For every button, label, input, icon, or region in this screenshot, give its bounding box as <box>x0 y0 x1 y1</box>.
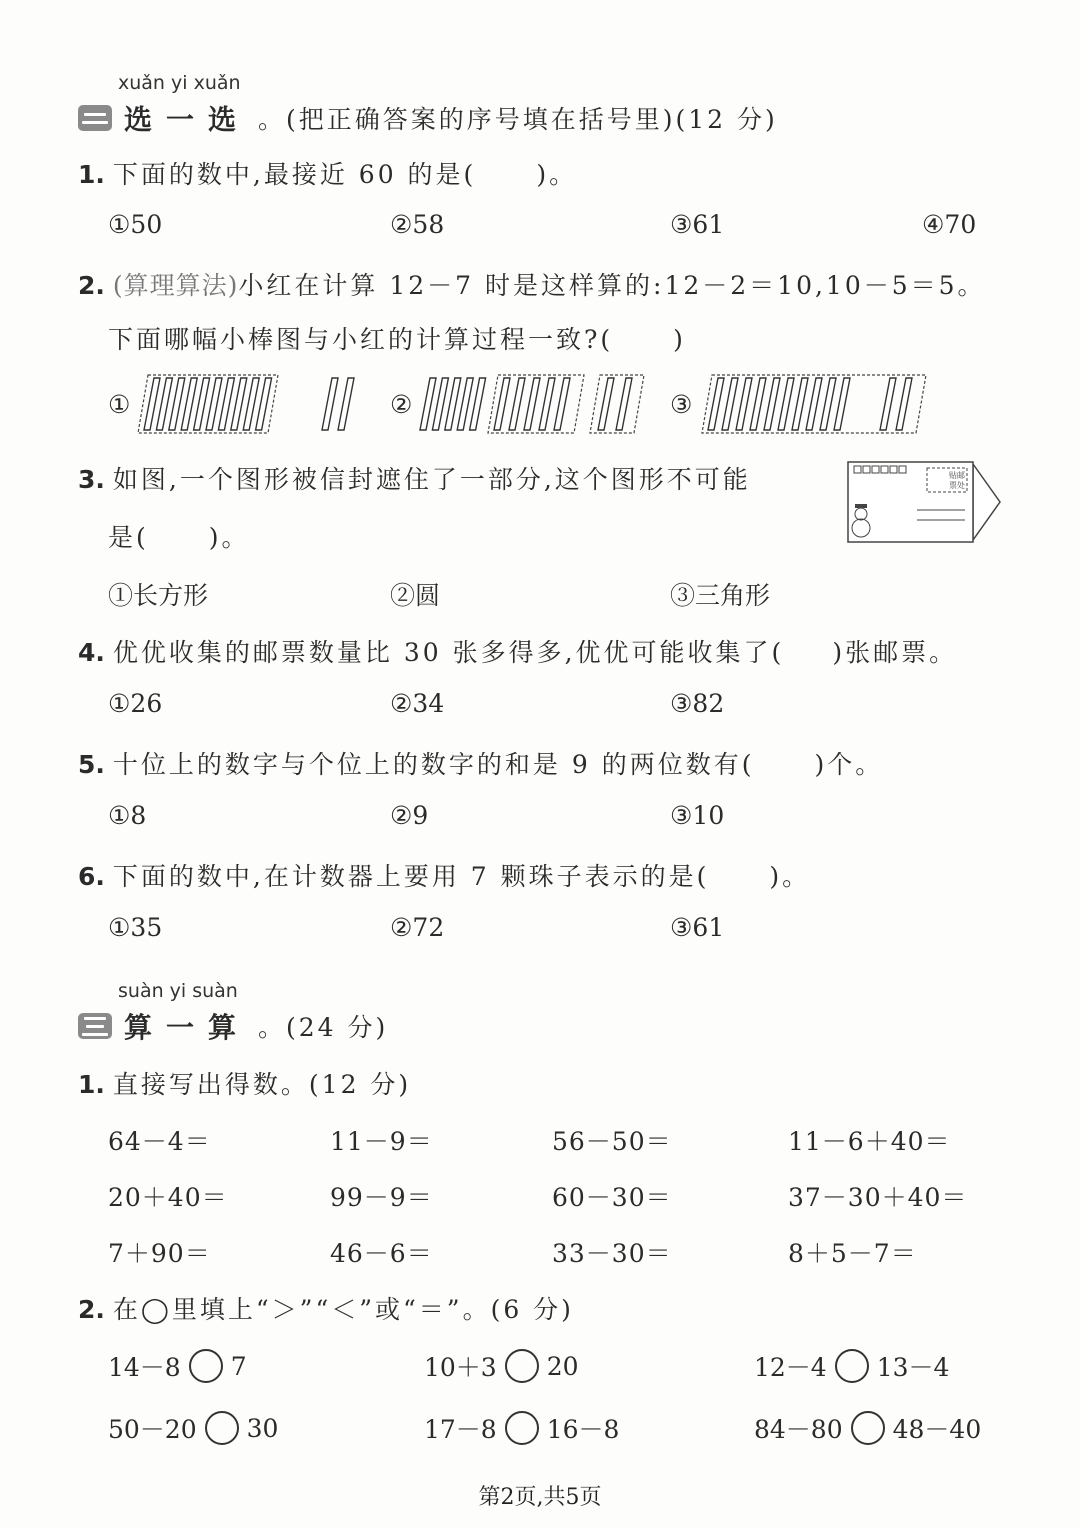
question-number: 2. <box>78 271 105 300</box>
question-text: 下面的数中,最接近 60 的是( <box>112 160 477 189</box>
option: ②9 <box>390 801 429 830</box>
envelope-figure <box>845 458 1005 546</box>
option: ③ <box>670 390 693 419</box>
calc-item[interactable]: 33－30＝ <box>552 1239 672 1268</box>
compare-left: 10＋3 <box>424 1353 497 1382</box>
stick <box>834 378 850 430</box>
option: ④70 <box>922 210 977 239</box>
compare-right: 48－40 <box>892 1415 982 1444</box>
stamp-text: 票处 <box>949 481 965 490</box>
calc-item[interactable]: 11－6＋40＝ <box>788 1127 951 1156</box>
question-3 <box>78 460 751 496</box>
stick <box>806 378 822 430</box>
section2-title: 选一选 <box>124 103 251 136</box>
compare-item <box>108 1348 247 1384</box>
question-text-end: )个。 <box>814 750 884 779</box>
calc-item[interactable]: 64－4＝ <box>108 1127 211 1156</box>
question-3-line2 <box>108 518 250 554</box>
compare-right: 20 <box>546 1351 579 1381</box>
compare-item <box>424 1410 619 1446</box>
section3-badge-icon <box>78 1013 112 1039</box>
stick <box>820 378 836 430</box>
compare-circle[interactable] <box>505 1349 539 1383</box>
question-6 <box>78 857 810 893</box>
calc-item[interactable]: 11－9＝ <box>330 1127 433 1156</box>
question-4 <box>78 633 957 669</box>
compare-right: 16－8 <box>546 1415 620 1444</box>
stick <box>539 378 555 430</box>
hidden-shape-corner <box>973 464 1000 540</box>
question-text: 下面的数中,在计数器上要用 7 颗珠子表示的是( <box>112 862 710 891</box>
compare-right: 7 <box>230 1351 247 1381</box>
stick <box>708 378 724 430</box>
section2-header <box>78 98 778 138</box>
option: ②34 <box>390 689 445 718</box>
option: ② <box>390 390 413 419</box>
question-number: 4. <box>78 638 105 667</box>
page-footer: 第2页,共5页 <box>478 1485 602 1510</box>
question-text: 下面哪幅小棒图与小红的计算过程一致?( <box>108 325 614 354</box>
section3-pinyin: suàn yi suàn <box>118 980 238 1002</box>
option: ①8 <box>108 801 147 830</box>
stick-diagram-1 <box>136 374 376 438</box>
compare-item <box>108 1410 278 1446</box>
stick <box>338 378 354 430</box>
calc-item[interactable]: 7＋90＝ <box>108 1239 211 1268</box>
option: ① <box>108 390 131 419</box>
compare-circle[interactable] <box>835 1349 869 1383</box>
section2-pinyin: xuǎn yi xuǎn <box>118 72 241 94</box>
question-text: 如图,一个图形被信封遮住了一部分,这个图形不可能 <box>112 465 751 494</box>
option: ②圆 <box>390 581 441 610</box>
question-text-end: )张邮票。 <box>832 638 958 667</box>
stamp-text: 贴邮 <box>949 471 965 480</box>
question-text-end: ) <box>673 325 686 354</box>
option: ①50 <box>108 210 163 239</box>
calc-question-2 <box>78 1290 574 1326</box>
question-number: 3. <box>78 465 105 494</box>
question-text: 小红在计算 12－7 时是这样算的:12－2＝10,10－5＝5。 <box>238 271 986 300</box>
stick <box>616 378 632 430</box>
stick <box>750 378 766 430</box>
stick <box>722 378 738 430</box>
question-number: 1. <box>78 1070 105 1099</box>
calc-item[interactable]: 46－6＝ <box>330 1239 433 1268</box>
stick-diagram-2 <box>418 374 650 438</box>
stick <box>880 378 896 430</box>
question-number: 2. <box>78 1295 105 1324</box>
compare-left: 17－8 <box>424 1415 497 1444</box>
option: ①26 <box>108 689 163 718</box>
section3-header <box>78 1006 388 1046</box>
question-text-end: )。 <box>536 160 578 189</box>
calc-question-1 <box>78 1065 411 1101</box>
stick <box>778 378 794 430</box>
question-2-line2 <box>108 320 686 356</box>
compare-right: 30 <box>246 1413 279 1443</box>
option: ③10 <box>670 801 725 830</box>
question-text: 是( <box>108 523 149 552</box>
stick <box>554 378 570 430</box>
calc-item[interactable]: 56－50＝ <box>552 1127 672 1156</box>
compare-circle[interactable] <box>205 1411 239 1445</box>
stick <box>524 378 540 430</box>
option: ①35 <box>108 913 163 942</box>
stick <box>494 378 510 430</box>
calc-item[interactable]: 8＋5－7＝ <box>788 1239 917 1268</box>
section2-note: 。(把正确答案的序号填在括号里)(12 分) <box>258 105 778 134</box>
compare-circle[interactable] <box>505 1411 539 1445</box>
option: ③61 <box>670 913 725 942</box>
question-5 <box>78 745 883 781</box>
question-text: 在◯里填上“＞”“＜”或“＝”。(6 分) <box>112 1295 574 1324</box>
stick-diagram-3 <box>700 374 932 438</box>
question-text: 直接写出得数。(12 分) <box>112 1070 412 1099</box>
option: ②58 <box>390 210 445 239</box>
stick <box>322 378 338 430</box>
question-1 <box>78 155 577 191</box>
option: ③82 <box>670 689 725 718</box>
compare-item <box>754 1348 949 1384</box>
option: ③61 <box>670 210 725 239</box>
option: ③三角形 <box>670 581 771 610</box>
option: ①长方形 <box>108 581 209 610</box>
stick <box>896 378 912 430</box>
compare-left: 50－20 <box>108 1415 197 1444</box>
calc-item[interactable]: 99－9＝ <box>330 1183 433 1212</box>
stick <box>736 378 752 430</box>
question-number: 1. <box>78 160 105 189</box>
calc-item[interactable]: 37－30＋40＝ <box>788 1183 968 1212</box>
stick <box>792 378 808 430</box>
compare-item <box>754 1410 981 1446</box>
stick <box>509 378 525 430</box>
stick <box>764 378 780 430</box>
compare-left: 12－4 <box>754 1353 827 1382</box>
question-text: 优优收集的邮票数量比 30 张多得多,优优可能收集了( <box>112 638 785 667</box>
compare-left: 84－80 <box>754 1415 843 1444</box>
compare-left: 14－8 <box>108 1353 181 1382</box>
question-2 <box>78 266 986 302</box>
compare-circle[interactable] <box>189 1349 223 1383</box>
stick <box>598 378 614 430</box>
compare-item <box>424 1348 579 1384</box>
compare-right: 13－4 <box>876 1353 950 1382</box>
compare-circle[interactable] <box>851 1411 885 1445</box>
section3-title: 算一算 <box>124 1011 251 1044</box>
calc-item[interactable]: 60－30＝ <box>552 1183 672 1212</box>
question-text: 十位上的数字与个位上的数字的和是 9 的两位数有( <box>112 750 755 779</box>
section2-badge-icon <box>78 105 112 131</box>
question-number: 6. <box>78 862 105 891</box>
question-tag: (算理算法) <box>112 271 239 300</box>
question-text-end: )。 <box>208 523 250 552</box>
calc-item[interactable]: 20＋40＝ <box>108 1183 228 1212</box>
section3-note: 。(24 分) <box>258 1013 389 1042</box>
question-text-end: )。 <box>769 862 811 891</box>
question-number: 5. <box>78 750 105 779</box>
option: ②72 <box>390 913 445 942</box>
